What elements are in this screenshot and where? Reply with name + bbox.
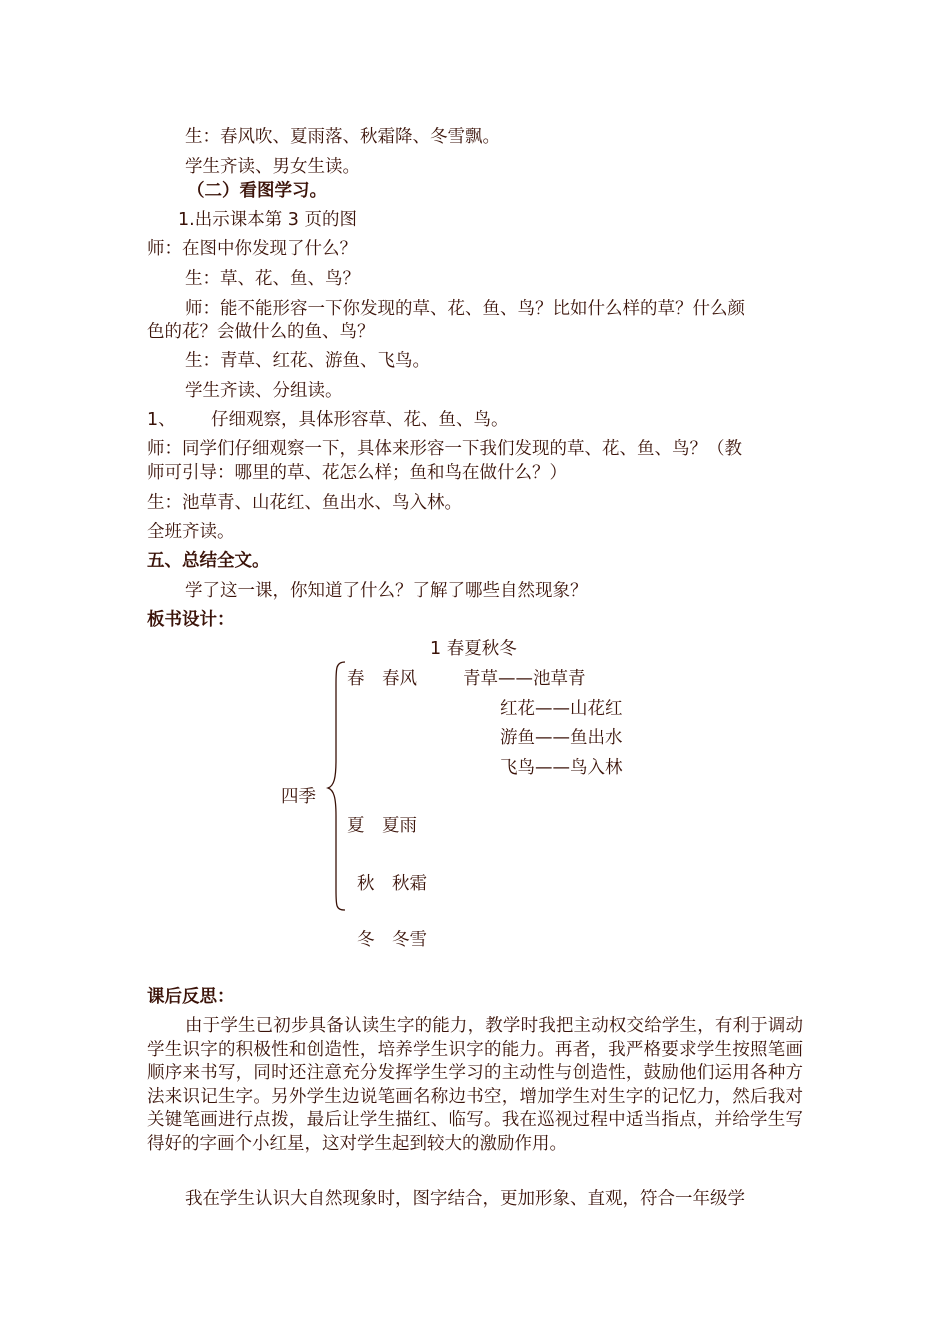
- section-heading: 五、总结全文。: [147, 551, 270, 571]
- board-pair: 青草——池草青: [463, 669, 586, 689]
- section-heading: 板书设计：: [147, 610, 235, 630]
- board-winter: 冬 冬雪: [357, 930, 427, 950]
- board-pair: 游鱼——鱼出水: [500, 728, 623, 748]
- board-summer: 夏 夏雨: [347, 816, 417, 836]
- reflection-paragraph: 由于学生已初步具备认读生字的能力，教学时我把主动权交给学生，有利于调动学生识字的积极性和创造性，培养学生识字的能力。再者，我严格要求学生按照笔画顺序来书写，同时还注意充分发挥学生学习的主动性与创造性，鼓励他们运用各种方法来识记生字。另外学生边说笔画名称边书空，增加学生对生字的记忆力，然后我对关键笔画进行点拨，最后让学生描红、临写。我在巡视过程中适当指点，并给学生写得好的字画个小红星，这对学生起到较大的激励作用。: [147, 1016, 803, 1154]
- list-number: 1、: [147, 410, 176, 430]
- text-line: 生：草、花、鱼、鸟？: [185, 269, 360, 289]
- board-root: 四季: [281, 787, 316, 807]
- board-pair: 飞鸟——鸟入林: [500, 758, 623, 778]
- text-line: 学生齐读、男女生读。: [185, 157, 360, 177]
- text-line: 师：同学们仔细观察一下，具体来形容一下我们发现的草、花、鱼、鸟？（教: [147, 439, 742, 459]
- text-line: 生：池草青、山花红、鱼出水、鸟入林。: [147, 493, 462, 513]
- board-spring: 春 春风: [347, 669, 417, 689]
- text-line: 全班齐读。: [147, 522, 235, 542]
- board-autumn: 秋 秋霜: [357, 874, 427, 894]
- text-line: 色的花？会做什么的鱼、鸟？: [147, 322, 375, 342]
- text-line: 1.出示课本第 3 页的图: [178, 210, 357, 230]
- reflection-heading: 课后反思：: [147, 987, 235, 1007]
- text-line: 学生齐读、分组读。: [185, 381, 343, 401]
- text-line: 生：青草、红花、游鱼、飞鸟。: [185, 351, 430, 371]
- curly-brace-icon: [326, 660, 348, 912]
- text-line: 师：能不能形容一下你发现的草、花、鱼、鸟？比如什么样的草？什么颜: [185, 299, 745, 319]
- section-heading: （二）看图学习。: [187, 181, 327, 201]
- text-line: 师：在图中你发现了什么？: [147, 239, 357, 259]
- reflection-paragraph: 我在学生认识大自然现象时，图字结合，更加形象、直观，符合一年级学: [185, 1189, 745, 1209]
- text-line: 仔细观察，具体形容草、花、鱼、鸟。: [211, 410, 509, 430]
- board-title: 1 春夏秋冬: [430, 639, 517, 659]
- board-pair: 红花——山花红: [500, 699, 623, 719]
- text-line: 生：春风吹、夏雨落、秋霜降、冬雪飘。: [185, 127, 500, 147]
- text-line: 师可引导：哪里的草、花怎么样；鱼和鸟在做什么？）: [147, 463, 567, 483]
- text-line: 学了这一课，你知道了什么？了解了哪些自然现象？: [185, 581, 588, 601]
